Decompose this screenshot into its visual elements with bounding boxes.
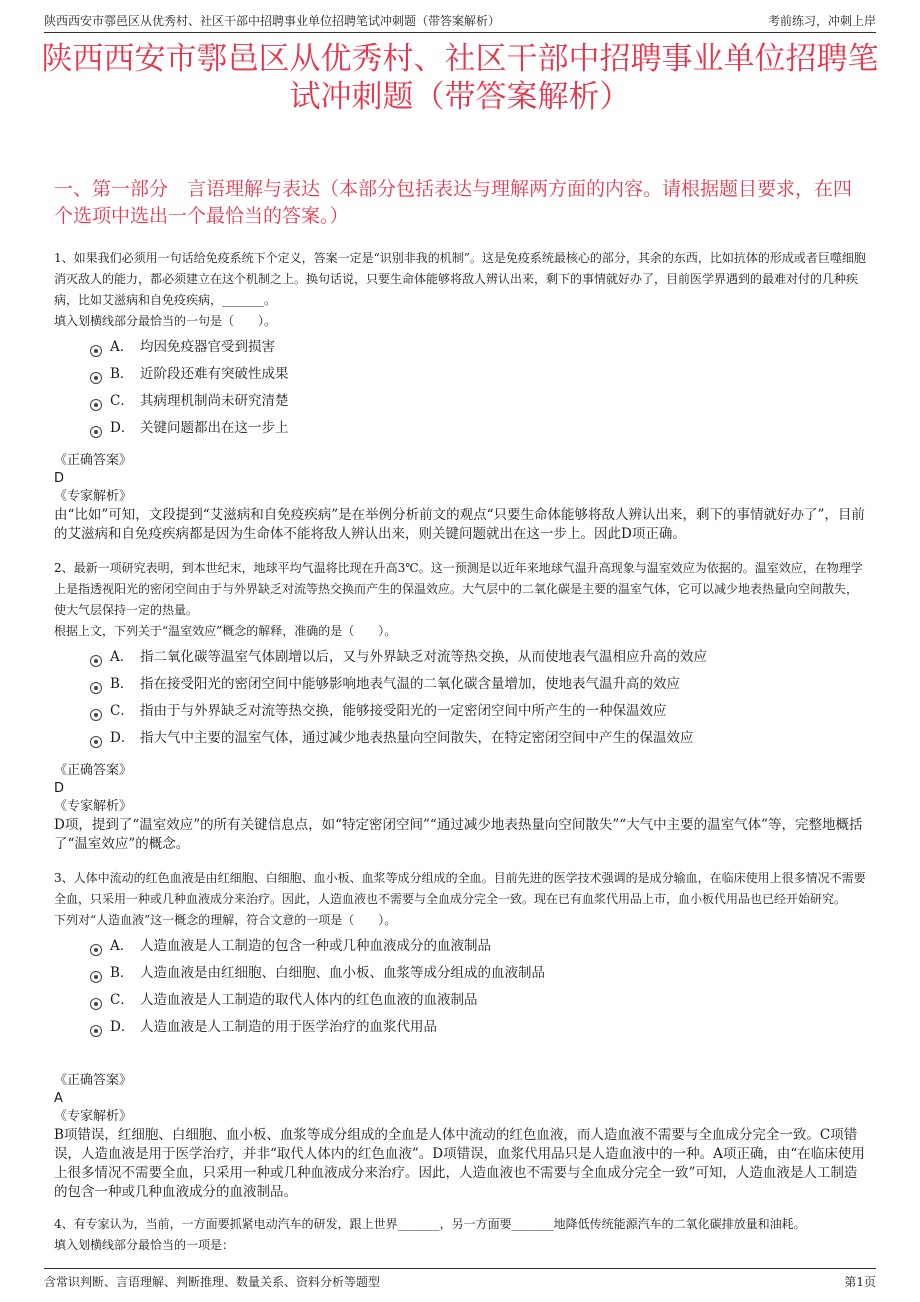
page-footer: [44, 1268, 876, 1291]
answer-value: D: [54, 781, 65, 796]
question-prompt: 下列对“人造血液”这一概念的理解，符合文意的一项是（ ）。: [54, 913, 397, 927]
radio-icon[interactable]: [90, 345, 102, 357]
page-number: 第1页: [844, 1275, 876, 1289]
answer-label: 《正确答案》: [54, 453, 133, 468]
option-a[interactable]: A． 指二氧化碳等温室气体剧增以后，又与外界缺乏对流等热交换，从而使地表气温相应升高的效应: [90, 644, 868, 671]
analysis-text: B项错误，红细胞、白细胞、血小板、血浆等成分组成的全血是人体中流动的红色血液，而人造血液不需要与全血成分完全一致。C项错误，人造血液是用于医学治疗，并非“取代人体内的红色血液”。D项错误，血浆代用品只是人造血液中的一种。A项正确，由“在临床使用上很多情况不需要全血，只采用一种或几种血液成分来治疗。因此，人造血液也不需要与全血成分完全一致”可知，人造血液是人工制造的包含一种或几种血液成分的血液制品。: [54, 1127, 865, 1200]
question-prompt: 根据上文，下列关于“温室效应”概念的解释，准确的是（ ）。: [54, 624, 397, 638]
radio-icon[interactable]: [90, 998, 102, 1010]
option-a[interactable]: A． 均因免疫器官受到损害: [90, 334, 868, 361]
question-1: [54, 248, 868, 442]
option-a[interactable]: A． 人造血液是人工制造的包含一种或几种血液成分的血液制品: [90, 933, 868, 960]
question-2: [54, 558, 868, 752]
option-d[interactable]: D． 指大气中主要的温室气体，通过减少地表热量向空间散失，在特定密闭空间中产生的保温效应: [90, 725, 868, 752]
radio-icon[interactable]: [90, 1025, 102, 1037]
question-3: [54, 868, 868, 1041]
analysis-label: 《专家解析》: [54, 799, 133, 814]
page-header: [44, 10, 876, 33]
option-c[interactable]: C． 指由于与外界缺乏对流等热交换，能够接受阳光的一定密闭空间中所产生的一种保温效应: [90, 698, 868, 725]
header-slogan: 考前练习，冲刺上岸: [767, 14, 876, 28]
option-list: [90, 933, 868, 1041]
radio-icon[interactable]: [90, 736, 102, 748]
footer-description: 含常识判断、言语理解、判断推理、数量关系、资料分析等题型: [44, 1275, 381, 1289]
radio-icon[interactable]: [90, 372, 102, 384]
option-b[interactable]: B． 人造血液是由红细胞、白细胞、血小板、血浆等成分组成的血液制品: [90, 960, 868, 987]
radio-icon[interactable]: [90, 426, 102, 438]
option-d[interactable]: D． 人造血液是人工制造的用于医学治疗的血浆代用品: [90, 1014, 868, 1041]
answer-block-2: [54, 762, 868, 854]
section-heading: 一、第一部分 言语理解与表达（本部分包括表达与理解两方面的内容。请根据题目要求，在四个选项中选出一个最恰当的答案。）: [54, 178, 853, 227]
document-title: 陕西西安市鄠邑区从优秀村、社区干部中招聘事业单位招聘笔试冲刺题（带答案解析）: [41, 41, 879, 115]
question-stem: 3、人体中流动的红色血液是由红细胞、白细胞、血小板、血浆等成分组成的全血。目前先进的医学技术强调的是成分输血，在临床使用上很多情况不需要全血，只采用一种或几种血液成分来治疗。因此，人造血液也不需要与全血成分完全一致。现在已有血浆代用品上市，血小板代用品也已经开始研究。: [54, 871, 866, 906]
answer-block-3: [54, 1072, 868, 1202]
answer-block-1: [54, 452, 868, 544]
question-prompt: 填入划横线部分最恰当的一项是：: [54, 1238, 235, 1252]
radio-icon[interactable]: [90, 682, 102, 694]
analysis-text: D项，提到了“温室效应”的所有关键信息点，如“特定密闭空间”“通过减少地表热量向空间散失”“大气中主要的温室气体”等，完整地概括了“温室效应”的概念。: [54, 817, 863, 852]
radio-icon[interactable]: [90, 971, 102, 983]
option-list: [90, 644, 868, 752]
analysis-label: 《专家解析》: [54, 1109, 133, 1124]
option-c[interactable]: C． 其病理机制尚未研究清楚: [90, 388, 868, 415]
question-stem: 2、最新一项研究表明，到本世纪末，地球平均气温将比现在升高3℃。这一预测是以近年来地球气温升高现象与温室效应为依据的。温室效应，在物理学上是指透视阳光的密闭空间由于与外界缺乏对流等热交换而产生的保温效应。大气层中的二氧化碳是主要的温室气体，它可以减少地表热量向空间散失，使大气层保持一定的热量。: [54, 561, 863, 617]
option-c[interactable]: C． 人造血液是人工制造的取代人体内的红色血液的血液制品: [90, 987, 868, 1014]
question-stem: 1、如果我们必须用一句话给免疫系统下个定义，答案一定是“识别非我的机制”。这是免疫系统最核心的部分，其余的东西，比如抗体的形成或者巨噬细胞消灭敌人的能力，都必须建立在这个机制之上。换句话说，只要生命体能够将敌人辨认出来，剩下的事情就好办了，目前医学界遇到的最难对付的几种疾病，比如艾滋病和自免疫疾病，_______。: [54, 251, 866, 307]
option-b[interactable]: B． 指在接受阳光的密闭空间中能够影响地表气温的二氧化碳含量增加，使地表气温升高的效应: [90, 671, 868, 698]
radio-icon[interactable]: [90, 399, 102, 411]
option-list: [90, 334, 868, 442]
question-4: [54, 1214, 868, 1256]
answer-label: 《正确答案》: [54, 1073, 133, 1088]
option-d[interactable]: D． 关键问题都出在这一步上: [90, 415, 868, 442]
answer-value: A: [54, 1091, 63, 1106]
radio-icon[interactable]: [90, 709, 102, 721]
answer-label: 《正确答案》: [54, 763, 133, 778]
radio-icon[interactable]: [90, 944, 102, 956]
radio-icon[interactable]: [90, 655, 102, 667]
question-stem: 4、有专家认为，当前，一方面要抓紧电动汽车的研发，跟上世界_______，另一方面要_______地降低传统能源汽车的二氧化碳排放量和油耗。: [54, 1217, 806, 1231]
answer-value: D: [54, 471, 65, 486]
header-doc-title: 陕西西安市鄠邑区从优秀村、社区干部中招聘事业单位招聘笔试冲刺题（带答案解析）: [44, 14, 501, 28]
analysis-label: 《专家解析》: [54, 489, 133, 504]
question-prompt: 填入划横线部分最恰当的一句是（ ）。: [54, 314, 277, 328]
option-b[interactable]: B． 近阶段还难有突破性成果: [90, 361, 868, 388]
analysis-text: 由“比如”可知，文段提到“艾滋病和自免疫疾病”是在举例分析前文的观点“只要生命体能够将敌人辨认出来，剩下的事情就好办了”，目前的艾滋病和自免疫疾病都是因为生命体不能将敌人辨认出来，则关键问题就出在这一步上。因此D项正确。: [54, 507, 865, 542]
